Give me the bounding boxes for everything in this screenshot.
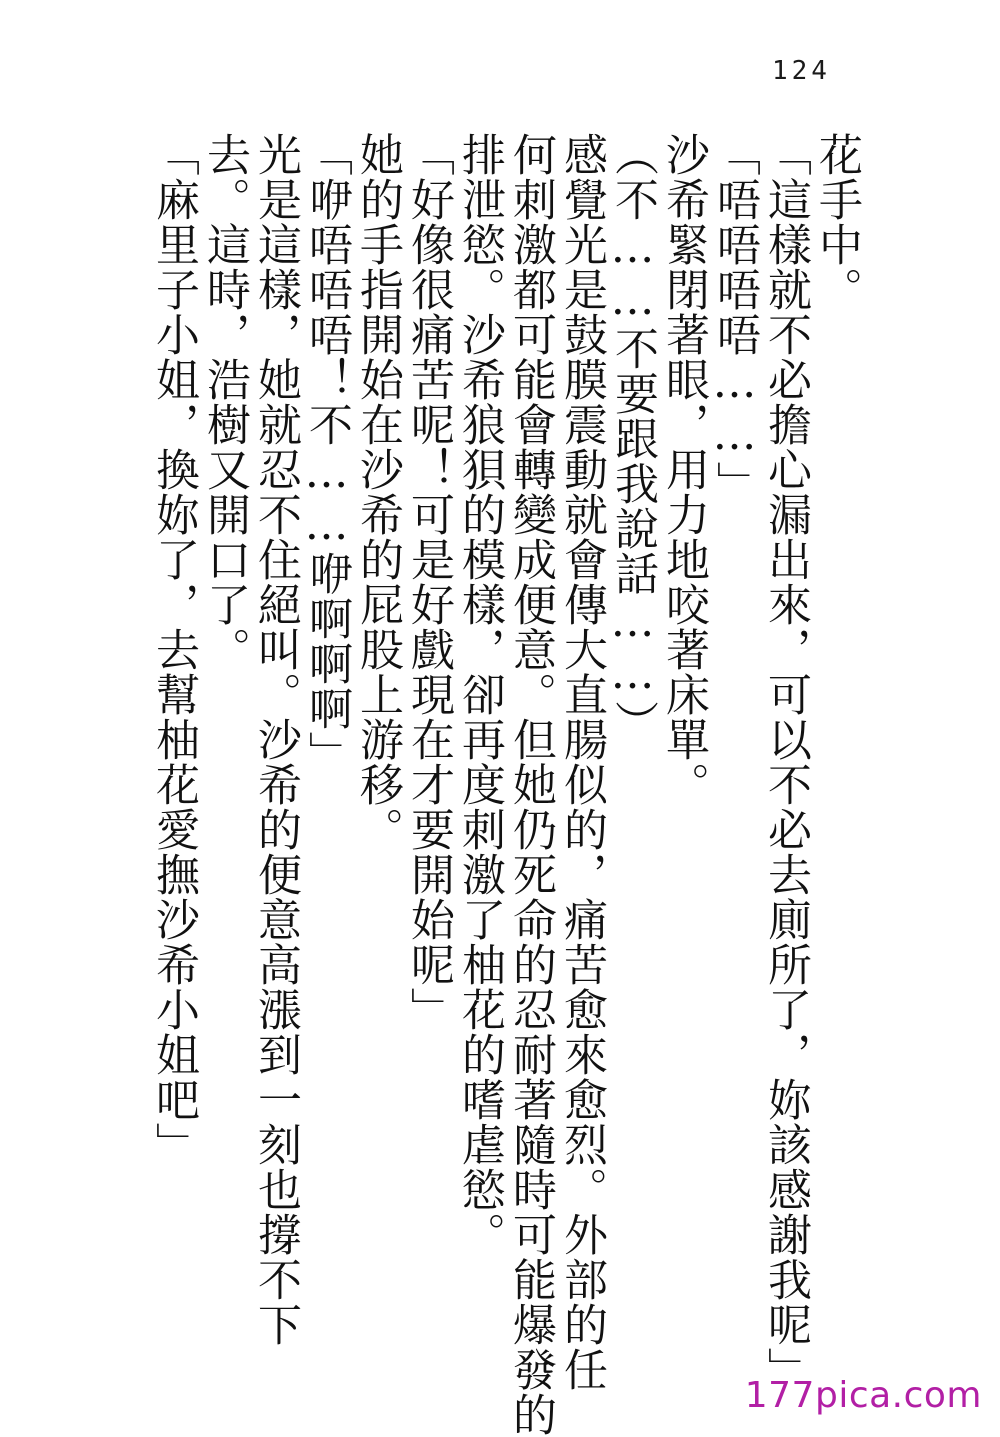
text-line: 排泄慾。沙希狼狽的模樣，卻再度刺激了柚花的嗜虐慾。 — [454, 132, 505, 1257]
text-line: 沙希緊閉著眼，用力地咬著床單。 — [658, 132, 709, 807]
text-line: 她的手指開始在沙希的屁股上游移。 — [352, 132, 403, 852]
text-line: 光是這樣，她就忍不住絕叫。沙希的便意高漲到一刻也撐不下 — [250, 132, 301, 1347]
text-line: 「好像很痛苦呢！可是好戲現在才要開始呢」 — [403, 132, 454, 1032]
text-line: 「咿唔唔唔！不……咿啊啊啊」 — [301, 132, 352, 776]
watermark-link[interactable]: 177pica.com — [744, 1375, 982, 1416]
vertical-text-body — [148, 132, 862, 1437]
text-line: 花手中。 — [811, 132, 862, 312]
page-number: 124 — [772, 56, 831, 86]
text-line: （不……不要跟我說話……） — [607, 132, 658, 745]
text-line: 「唔唔唔唔……」 — [709, 132, 760, 506]
text-line: 去。這時，浩樹又開口了。 — [199, 132, 250, 672]
text-line: 「麻里子小姐，換妳了，去幫柚花愛撫沙希小姐吧」 — [148, 132, 199, 1167]
text-line: 「這樣就不必擔心漏出來，可以不必去廁所了，妳該感謝我呢」 — [760, 132, 811, 1392]
text-line: 感覺光是鼓膜震動就會傳大直腸似的，痛苦愈來愈烈。外部的任 — [556, 132, 607, 1392]
text-line: 何刺激都可能會轉變成便意。但她仍死命的忍耐著隨時可能爆發的 — [505, 132, 556, 1437]
